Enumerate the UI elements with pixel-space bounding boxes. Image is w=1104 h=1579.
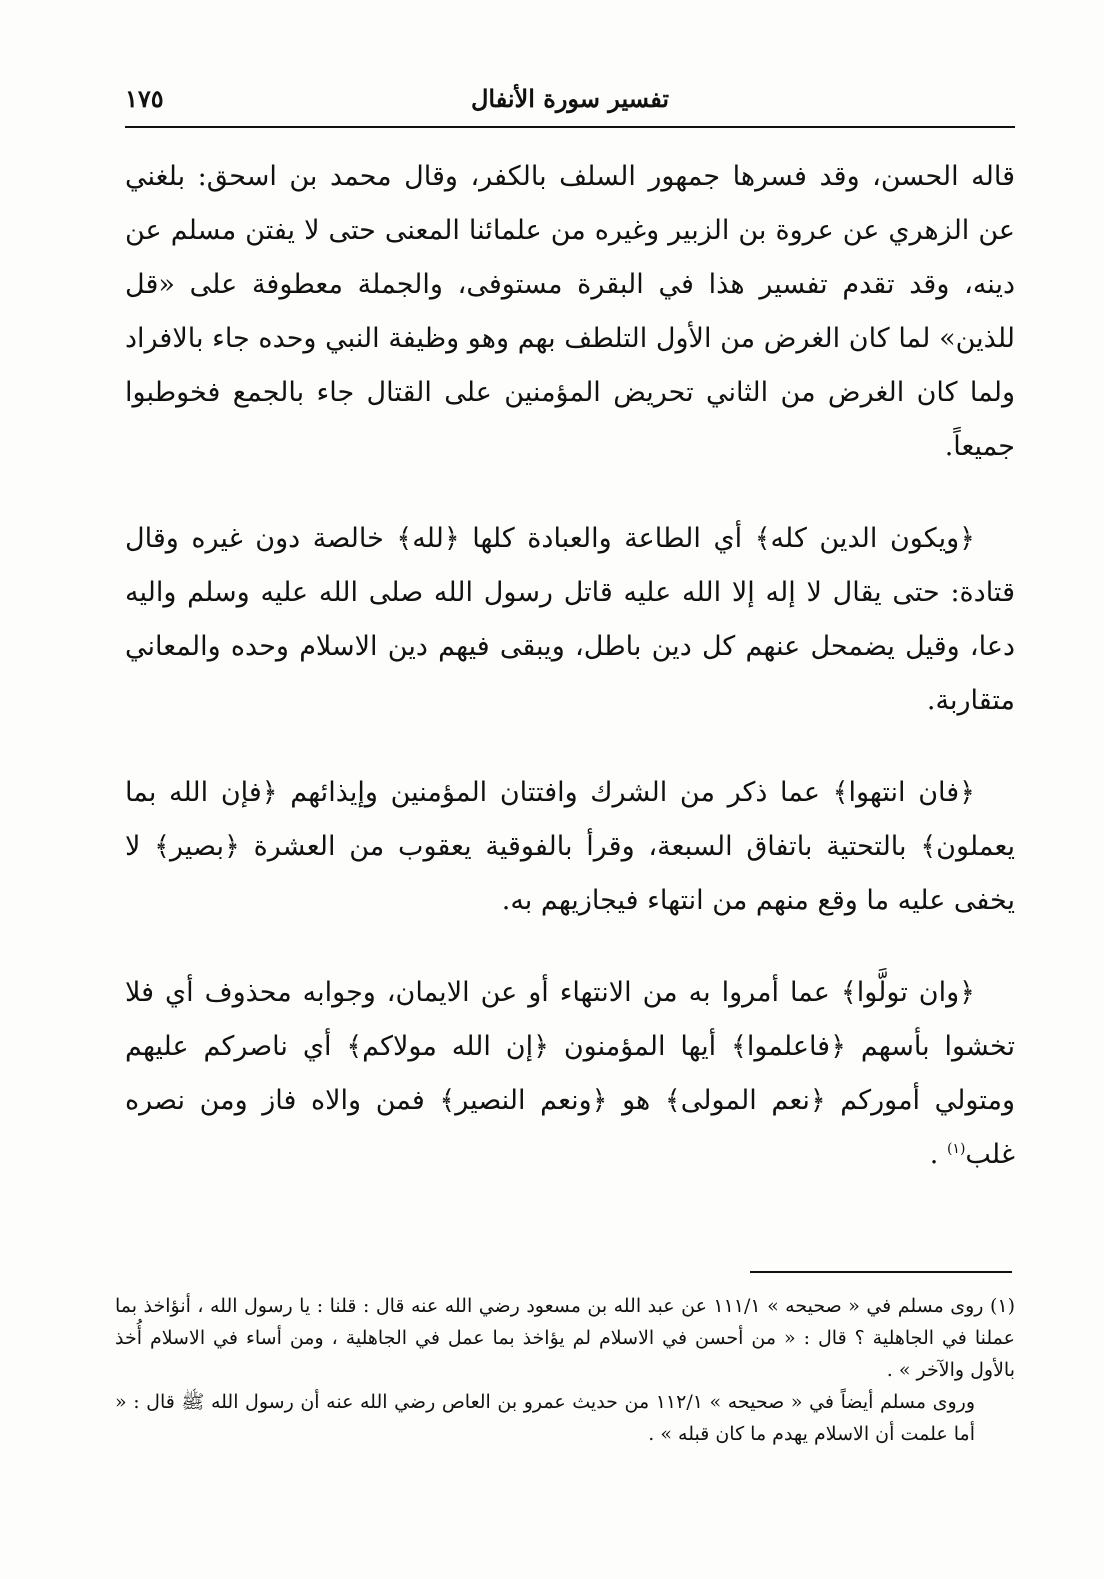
paragraph-4 <box>125 966 1015 1182</box>
paragraph-3: ﴿فان انتهوا﴾ عما ذكر من الشرك وافتتان المؤمنين وإيذائهم ﴿فإن الله بما يعملون﴾ بالتحتية باتفاق السبعة، وقرأ بالفوقية يعقوب من العشرة ﴿بصير﴾ لا يخفى عليه ما وقع منهم من انتهاء فيجازيهم به. <box>125 777 1015 916</box>
running-header <box>125 78 1015 122</box>
final-period: . <box>929 1139 947 1170</box>
paragraph-1: قاله الحسن، وقد فسرها جمهور السلف بالكفر، وقال محمد بن اسحق: بلغني عن الزهري عن عروة بن الزبير وغيره من علمائنا المعنى حتى لا يفتن مسلم عن دينه، وقد تقدم تفسير هذا في البقرة مستوفى، والجملة معطوفة على «قل للذين» لما كان الغرض من الأول التلطف بهم وهو وظيفة النبي وحده جاء بالافراد ولما كان الغرض من الثاني تحريض المؤمنين على القتال جاء بالجمع فخوطبوا جميعاً. <box>125 161 1015 462</box>
footnote-marker: (١) <box>946 1141 966 1157</box>
header-title: تفسير سورة الأنفال <box>470 84 670 113</box>
footnote-1 <box>115 1290 1015 1386</box>
paragraph-2: ﴿ويكون الدين كله﴾ أي الطاعة والعبادة كلها ﴿لله﴾ خالصة دون غيره وقال قتادة: حتى يقال لا إله إلا الله عليه قاتل رسول الله صلى الله عليه وسلم واليه دعا، وقيل يضمحل عنهم كل دين باطل، ويبقى فيهم دين الاسلام وحده والمعاني متقاربة. <box>125 523 1015 716</box>
footnote-2: وروى مسلم أيضاً في « صحيحه » ١١٢/١ من حديث عمرو بن العاص رضي الله عنه أن رسول الله ﷺ قال : « أما علمت أن الاسلام يهدم ما كان قبله » . <box>115 1391 976 1445</box>
header-rule <box>125 126 1015 128</box>
page-number: ١٧٥ <box>125 84 164 113</box>
footnote-1-number: (١) <box>989 1295 1015 1317</box>
footnote-1-text: روى مسلم في « صحيحه » ١١١/١ عن عبد الله بن مسعود رضي الله عنه قال : قلنا : يا رسول الله ، أنؤاخذ بما عملنا في الجاهلية ؟ قال : « من أحسن في الاسلام لم يؤاخذ بما عمل في الجاهلية ، ومن أساء في الاسلام أُخذ بالأول والآخر » . <box>115 1295 1015 1381</box>
footnotes <box>115 1290 1015 1450</box>
body-text <box>125 150 1015 1220</box>
footnote-rule <box>750 1271 1012 1273</box>
paragraph-4-text: ﴿وان تولَّوا﴾ عما أمروا به من الانتهاء أو عن الايمان، وجوابه محذوف أي فلا تخشوا بأسهم ﴿فاعلموا﴾ أيها المؤمنون ﴿إن الله مولاكم﴾ أي ناصركم عليهم ومتولي أموركم ﴿نعم المولى﴾ هو ﴿ونعم النصير﴾ فمن والاه فاز ومن نصره غلب <box>125 977 1015 1170</box>
